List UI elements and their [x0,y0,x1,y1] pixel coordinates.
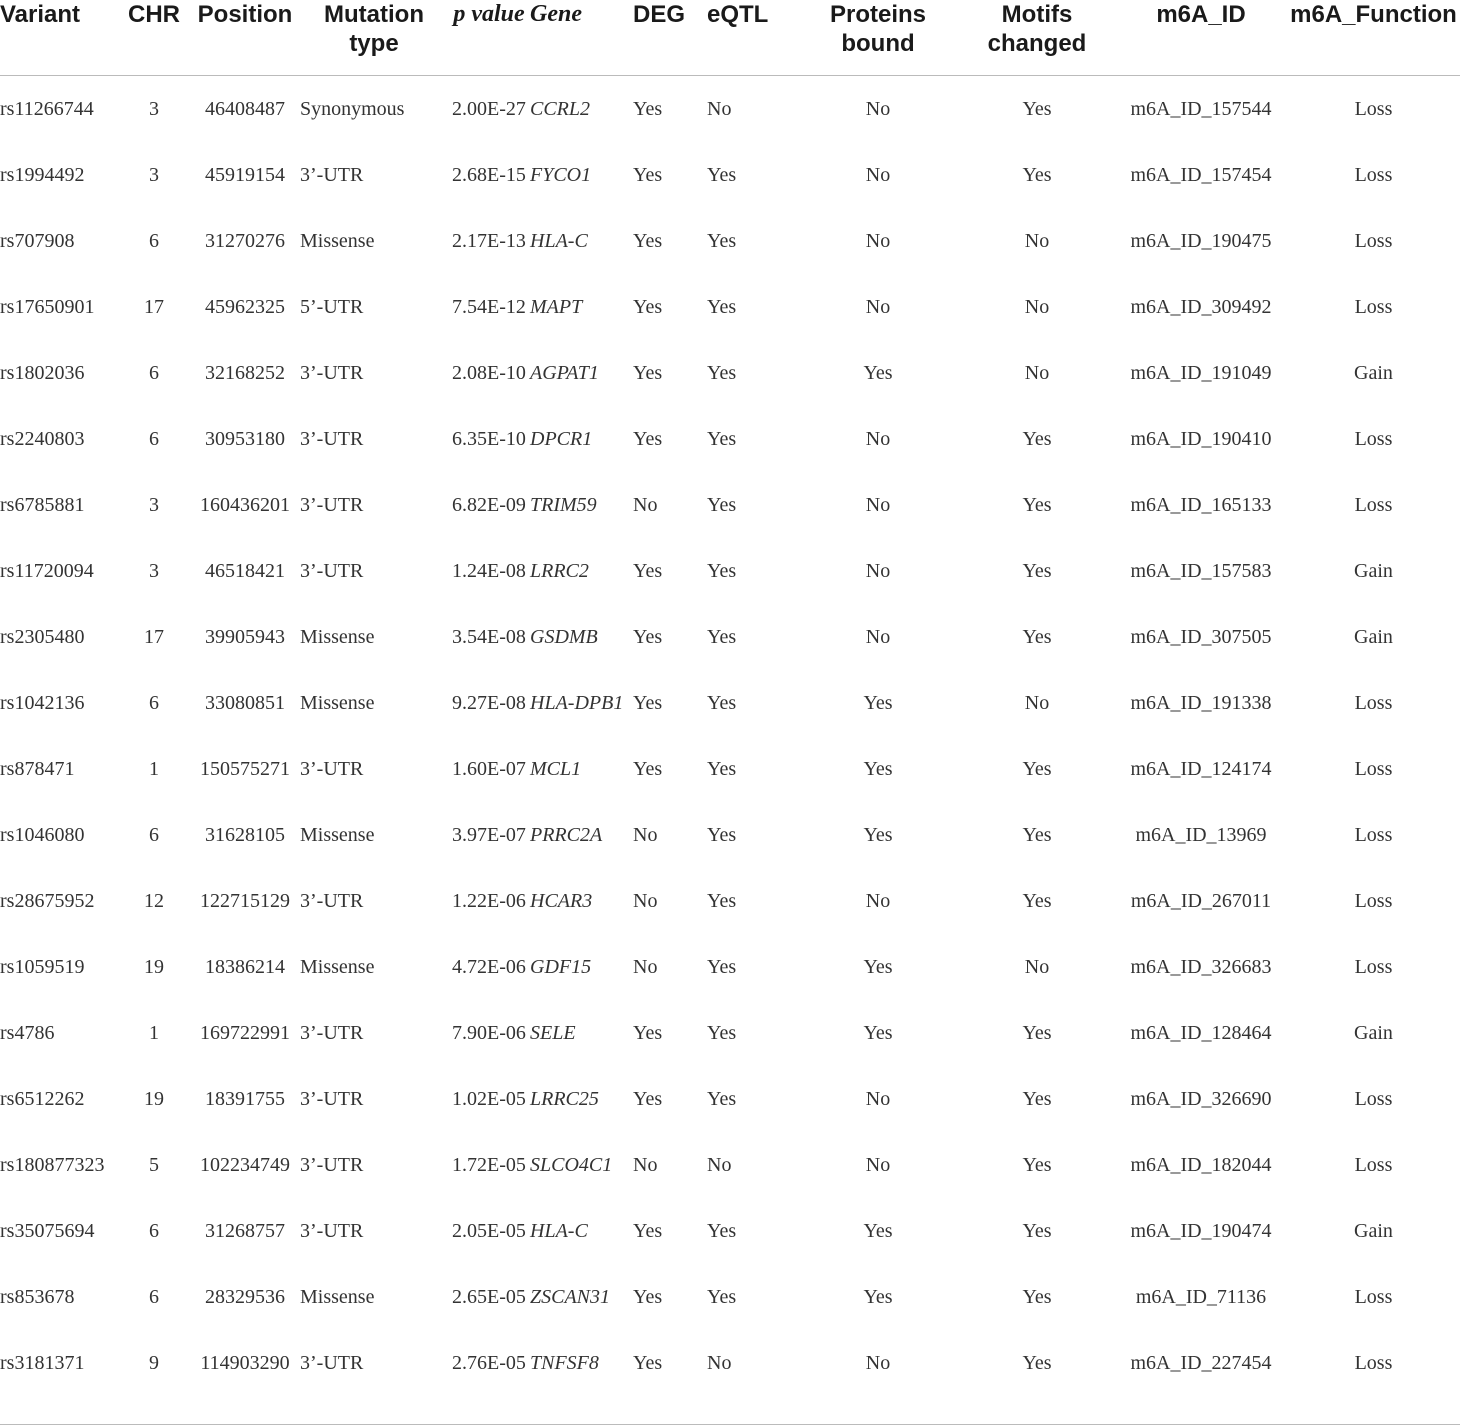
cell-motifs-changed: Yes [1022,1087,1052,1110]
cell-m6a-id: m6A_ID_124174 [1130,757,1272,780]
cell-variant: rs11720094 [0,559,94,582]
cell-deg: Yes [633,1219,663,1242]
cell-mutation-type: 3’-UTR [300,559,364,582]
table-row [0,208,1460,274]
cell-eqtl: Yes [707,1285,737,1308]
cell-mutation-type: 3’-UTR [300,361,364,384]
cell-proteins-bound: No [865,1351,891,1374]
cell-position: 28329536 [205,1285,285,1308]
cell-m6a-id: m6A_ID_13969 [1135,823,1267,846]
cell-eqtl: Yes [707,757,737,780]
cell-m6a-function: Loss [1354,229,1393,252]
table-row [0,340,1460,406]
cell-motifs-changed: Yes [1022,1219,1052,1242]
table-row [0,142,1460,208]
cell-p-value: 4.72E-06 [452,955,526,978]
cell-m6a-function: Loss [1354,295,1393,318]
cell-m6a-id: m6A_ID_191049 [1130,361,1272,384]
cell-deg: No [633,493,658,516]
cell-motifs-changed: Yes [1022,889,1052,912]
cell-proteins-bound: No [865,625,891,648]
cell-m6a-function: Gain [1354,559,1393,582]
cell-mutation-type: 3’-UTR [300,1219,364,1242]
cell-motifs-changed: Yes [1022,559,1052,582]
cell-deg: Yes [633,1351,663,1374]
cell-eqtl: Yes [707,823,737,846]
table-header-row [0,0,1460,76]
cell-chr: 3 [149,559,159,582]
cell-variant: rs6512262 [0,1087,85,1110]
table-row [0,1330,1460,1400]
cell-gene: GSDMB [530,625,598,648]
cell-p-value: 3.97E-07 [452,823,526,846]
table-row [0,670,1460,736]
table-row [0,406,1460,472]
cell-gene: TNFSF8 [530,1351,599,1374]
cell-deg: Yes [633,691,663,714]
cell-mutation-type: Synonymous [300,98,405,120]
cell-mutation-type: 5’-UTR [300,295,364,318]
table-row [0,1264,1460,1330]
header-m6a-function: m6A_Function [1287,0,1460,76]
cell-position: 18386214 [205,955,285,978]
cell-position: 102234749 [200,1153,290,1176]
cell-m6a-id: m6A_ID_71136 [1135,1285,1267,1308]
cell-proteins-bound: Yes [863,955,893,978]
cell-motifs-changed: No [1024,361,1050,384]
cell-deg: Yes [633,757,663,780]
cell-deg: Yes [633,559,663,582]
cell-variant: rs28675952 [0,889,95,912]
cell-p-value: 3.54E-08 [452,625,526,648]
cell-p-value: 7.54E-12 [452,295,526,318]
cell-mutation-type: 3’-UTR [300,889,364,912]
cell-deg: Yes [633,295,663,318]
cell-mutation-type: 3’-UTR [300,493,364,516]
cell-m6a-id: m6A_ID_326683 [1130,955,1272,978]
cell-variant: rs2240803 [0,427,85,450]
cell-gene: FYCO1 [530,163,592,186]
cell-gene: DPCR1 [530,427,593,450]
cell-chr: 1 [149,1021,159,1044]
cell-motifs-changed: Yes [1022,823,1052,846]
cell-chr: 19 [144,955,164,978]
cell-motifs-changed: Yes [1022,493,1052,516]
cell-eqtl: No [707,1153,732,1176]
cell-variant: rs853678 [0,1285,75,1308]
cell-motifs-changed: Yes [1022,1021,1052,1044]
cell-p-value: 1.02E-05 [452,1087,526,1110]
cell-chr: 6 [149,823,159,846]
cell-proteins-bound: No [865,1087,891,1110]
cell-proteins-bound: No [865,229,891,252]
cell-chr: 17 [144,295,164,318]
cell-eqtl: Yes [707,163,737,186]
cell-p-value: 6.35E-10 [452,427,526,450]
cell-deg: Yes [633,1285,663,1308]
header-proteins-bound: Proteins bound [797,0,959,76]
cell-position: 45962325 [205,295,285,318]
cell-motifs-changed: Yes [1022,757,1052,780]
cell-p-value: 9.27E-08 [452,691,526,714]
header-variant: Variant [0,0,118,76]
cell-p-value: 1.72E-05 [452,1153,526,1176]
cell-eqtl: Yes [707,889,737,912]
cell-m6a-id: m6A_ID_157454 [1130,163,1272,186]
cell-position: 32168252 [205,361,285,384]
cell-m6a-function: Gain [1354,1219,1393,1242]
cell-variant: rs35075694 [0,1219,95,1242]
cell-mutation-type: Missense [300,955,375,978]
cell-p-value: 2.17E-13 [452,229,526,252]
table-row [0,1000,1460,1066]
cell-variant: rs11266744 [0,98,94,120]
cell-gene: PRRC2A [530,823,603,846]
cell-variant: rs707908 [0,229,75,252]
cell-proteins-bound: No [865,559,891,582]
cell-deg: Yes [633,1087,663,1110]
cell-gene: HLA-C [530,229,588,252]
cell-gene: MCL1 [530,757,582,780]
cell-proteins-bound: Yes [863,361,893,384]
header-deg: DEG [633,0,707,76]
cell-proteins-bound: No [865,427,891,450]
cell-chr: 12 [144,889,164,912]
cell-m6a-id: m6A_ID_267011 [1130,889,1272,912]
cell-p-value: 2.00E-27 [452,98,526,120]
cell-chr: 3 [149,98,159,120]
cell-m6a-function: Loss [1354,427,1393,450]
cell-m6a-id: m6A_ID_191338 [1130,691,1272,714]
cell-deg: Yes [633,625,663,648]
cell-mutation-type: 3’-UTR [300,757,364,780]
cell-eqtl: Yes [707,955,737,978]
cell-gene: CCRL2 [530,98,591,120]
cell-eqtl: Yes [707,691,737,714]
cell-p-value: 1.22E-06 [452,889,526,912]
cell-variant: rs2305480 [0,625,85,648]
cell-eqtl: Yes [707,295,737,318]
table-row [0,934,1460,1000]
cell-position: 31628105 [205,823,285,846]
cell-position: 31270276 [205,229,285,252]
cell-proteins-bound: No [865,889,891,912]
cell-eqtl: Yes [707,493,737,516]
cell-p-value: 1.60E-07 [452,757,526,780]
cell-m6a-id: m6A_ID_309492 [1130,295,1272,318]
cell-position: 122715129 [200,889,290,912]
cell-m6a-function: Gain [1354,625,1393,648]
table-row [0,1132,1460,1198]
cell-m6a-id: m6A_ID_227454 [1130,1351,1272,1374]
cell-variant: rs4786 [0,1021,55,1044]
cell-position: 31268757 [205,1219,285,1242]
cell-variant: rs3181371 [0,1351,85,1374]
cell-mutation-type: Missense [300,229,375,252]
cell-chr: 9 [149,1351,159,1374]
cell-m6a-function: Loss [1354,823,1393,846]
header-chr: CHR [118,0,190,76]
cell-chr: 6 [149,1219,159,1242]
cell-deg: Yes [633,229,663,252]
cell-motifs-changed: Yes [1022,427,1052,450]
cell-chr: 6 [149,691,159,714]
cell-position: 150575271 [200,757,290,780]
cell-chr: 6 [149,229,159,252]
cell-chr: 1 [149,757,159,780]
cell-proteins-bound: No [865,163,891,186]
cell-position: 33080851 [205,691,285,714]
cell-position: 30953180 [205,427,285,450]
cell-motifs-changed: Yes [1022,1351,1052,1374]
cell-gene: MAPT [530,295,583,318]
cell-p-value: 2.76E-05 [452,1351,526,1374]
cell-p-value: 6.82E-09 [452,493,526,516]
header-mutation-type: Mutation type [300,0,448,76]
cell-deg: Yes [633,98,663,120]
cell-position: 169722991 [200,1021,290,1044]
cell-mutation-type: 3’-UTR [300,1087,364,1110]
cell-m6a-id: m6A_ID_307505 [1130,625,1272,648]
table-row [0,868,1460,934]
cell-variant: rs17650901 [0,295,95,318]
table-row [0,274,1460,340]
cell-variant: rs1802036 [0,361,85,384]
cell-p-value: 2.08E-10 [452,361,526,384]
cell-eqtl: Yes [707,1219,737,1242]
cell-mutation-type: 3’-UTR [300,1351,364,1374]
cell-gene: LRRC25 [530,1087,599,1110]
cell-m6a-function: Loss [1354,493,1393,516]
cell-deg: Yes [633,427,663,450]
cell-variant: rs180877323 [0,1153,105,1176]
cell-deg: Yes [633,163,663,186]
cell-p-value: 1.24E-08 [452,559,526,582]
cell-mutation-type: 3’-UTR [300,163,364,186]
table-row [0,538,1460,604]
cell-mutation-type: Missense [300,1285,375,1308]
cell-deg: No [633,889,658,912]
cell-proteins-bound: Yes [863,823,893,846]
cell-m6a-id: m6A_ID_128464 [1130,1021,1272,1044]
cell-motifs-changed: Yes [1022,625,1052,648]
cell-proteins-bound: Yes [863,691,893,714]
cell-chr: 17 [144,625,164,648]
cell-gene: HCAR3 [530,889,593,912]
cell-m6a-function: Loss [1354,163,1393,186]
cell-mutation-type: 3’-UTR [300,1021,364,1044]
cell-m6a-function: Loss [1354,955,1393,978]
table-body [0,76,1460,1400]
cell-deg: No [633,1153,658,1176]
cell-variant: rs1046080 [0,823,85,846]
table-row [0,802,1460,868]
cell-p-value: 2.68E-15 [452,163,526,186]
cell-eqtl: Yes [707,229,737,252]
cell-m6a-id: m6A_ID_165133 [1130,493,1272,516]
cell-p-value: 7.90E-06 [452,1021,526,1044]
cell-p-value: 2.65E-05 [452,1285,526,1308]
cell-mutation-type: 3’-UTR [300,1153,364,1176]
header-p-value: p value [448,0,530,76]
cell-eqtl: Yes [707,1021,737,1044]
cell-gene: AGPAT1 [530,361,599,384]
cell-deg: No [633,955,658,978]
table-bottom-rule [0,1424,1460,1425]
cell-m6a-id: m6A_ID_157583 [1130,559,1272,582]
cell-chr: 6 [149,1285,159,1308]
cell-gene: LRRC2 [530,559,589,582]
cell-eqtl: Yes [707,427,737,450]
cell-gene: GDF15 [530,955,592,978]
cell-variant: rs1059519 [0,955,85,978]
cell-deg: Yes [633,361,663,384]
cell-chr: 5 [149,1153,159,1176]
cell-gene: TRIM59 [530,493,597,516]
cell-gene: HLA-DPB1 [530,691,624,714]
cell-mutation-type: Missense [300,823,375,846]
cell-mutation-type: Missense [300,691,375,714]
cell-m6a-id: m6A_ID_190475 [1130,229,1272,252]
cell-gene: ZSCAN31 [530,1285,611,1308]
cell-eqtl: No [707,1351,732,1374]
header-gene: Gene [530,0,633,76]
cell-m6a-function: Gain [1354,1021,1393,1044]
cell-position: 46408487 [205,98,285,120]
cell-m6a-function: Loss [1354,889,1393,912]
table-row [0,604,1460,670]
cell-proteins-bound: Yes [863,1285,893,1308]
cell-proteins-bound: Yes [863,757,893,780]
cell-p-value: 2.05E-05 [452,1219,526,1242]
cell-m6a-function: Loss [1354,757,1393,780]
table-row [0,472,1460,538]
table-row [0,76,1460,142]
cell-position: 18391755 [205,1087,285,1110]
cell-m6a-function: Loss [1354,691,1393,714]
cell-m6a-function: Loss [1354,98,1393,120]
cell-m6a-id: m6A_ID_326690 [1130,1087,1272,1110]
cell-proteins-bound: No [865,295,891,318]
cell-proteins-bound: Yes [863,1021,893,1044]
cell-proteins-bound: Yes [863,1219,893,1242]
cell-m6a-function: Loss [1354,1153,1393,1176]
cell-deg: No [633,823,658,846]
cell-motifs-changed: No [1024,691,1050,714]
cell-motifs-changed: No [1024,955,1050,978]
cell-eqtl: Yes [707,1087,737,1110]
cell-gene: SELE [530,1021,576,1044]
cell-eqtl: No [707,98,732,120]
cell-m6a-id: m6A_ID_182044 [1130,1153,1272,1176]
cell-position: 39905943 [205,625,285,648]
cell-chr: 6 [149,427,159,450]
cell-gene: SLCO4C1 [530,1153,613,1176]
header-position: Position [190,0,300,76]
cell-mutation-type: 3’-UTR [300,427,364,450]
cell-chr: 3 [149,493,159,516]
cell-proteins-bound: No [865,98,891,120]
cell-variant: rs1994492 [0,163,85,186]
cell-deg: Yes [633,1021,663,1044]
cell-m6a-function: Loss [1354,1351,1393,1374]
table-row [0,736,1460,802]
header-motifs-changed: Motifs changed [959,0,1115,76]
cell-position: 46518421 [205,559,285,582]
cell-m6a-function: Loss [1354,1087,1393,1110]
cell-variant: rs1042136 [0,691,85,714]
cell-gene: HLA-C [530,1219,588,1242]
cell-variant: rs878471 [0,757,75,780]
cell-motifs-changed: Yes [1022,1153,1052,1176]
cell-mutation-type: Missense [300,625,375,648]
cell-position: 114903290 [200,1351,290,1374]
cell-m6a-id: m6A_ID_157544 [1130,98,1272,120]
cell-position: 45919154 [205,163,285,186]
cell-m6a-id: m6A_ID_190410 [1130,427,1272,450]
cell-position: 160436201 [200,493,290,516]
cell-m6a-function: Loss [1354,1285,1393,1308]
cell-m6a-function: Gain [1354,361,1393,384]
cell-variant: rs6785881 [0,493,85,516]
cell-eqtl: Yes [707,559,737,582]
cell-chr: 19 [144,1087,164,1110]
table-row [0,1066,1460,1132]
table-row [0,1198,1460,1264]
cell-chr: 3 [149,163,159,186]
cell-m6a-id: m6A_ID_190474 [1130,1219,1272,1242]
cell-eqtl: Yes [707,361,737,384]
header-m6a-id: m6A_ID [1115,0,1287,76]
cell-motifs-changed: Yes [1022,1285,1052,1308]
header-eqtl: eQTL [707,0,797,76]
cell-motifs-changed: Yes [1022,98,1052,120]
cell-motifs-changed: No [1024,229,1050,252]
cell-proteins-bound: No [865,1153,891,1176]
cell-motifs-changed: Yes [1022,163,1052,186]
cell-proteins-bound: No [865,493,891,516]
cell-motifs-changed: No [1024,295,1050,318]
cell-chr: 6 [149,361,159,384]
cell-eqtl: Yes [707,625,737,648]
